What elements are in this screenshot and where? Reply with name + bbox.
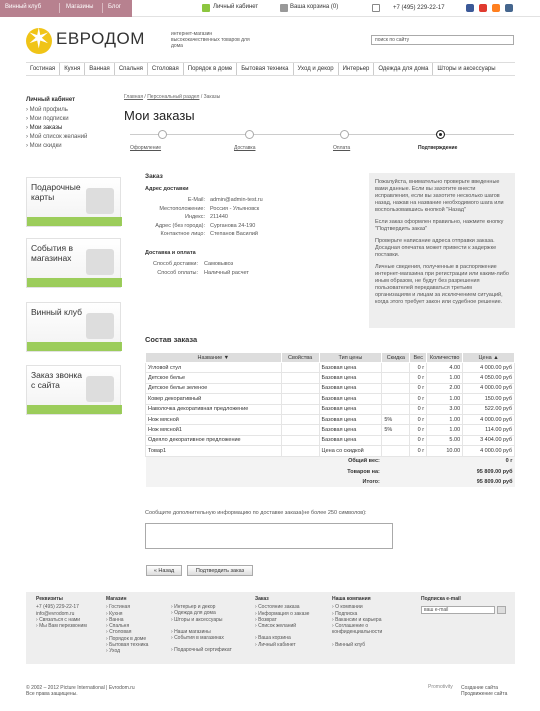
address-heading: Адрес доставки: [145, 186, 189, 192]
footer-link[interactable]: › Гостиная: [106, 604, 148, 610]
sidebar-item-discounts[interactable]: › Мои скидки: [26, 142, 87, 151]
footer-link[interactable]: › Состояние заказа: [255, 604, 309, 610]
table-cell: 10.00: [427, 446, 463, 456]
logo-tagline: интернет-магазин высококачественных товаров для дома: [171, 31, 250, 49]
info-panel: [369, 173, 515, 328]
step-dot-checkout[interactable]: [158, 130, 167, 139]
table-cell: 4 000.00 руб: [463, 446, 515, 456]
table-row: [146, 435, 515, 445]
divider: [59, 3, 60, 13]
banner-callback[interactable]: [26, 365, 121, 415]
banner-wine-club[interactable]: [26, 302, 121, 352]
column-header-price[interactable]: Цена ▲: [463, 353, 515, 363]
user-icon: [202, 4, 210, 12]
footer-link[interactable]: › Винный клуб: [332, 642, 408, 648]
star-icon: ✶: [27, 23, 51, 54]
developer-link[interactable]: Создание сайта: [461, 685, 499, 691]
field-label: Контактное лицо:: [160, 231, 205, 237]
footer-heading: Заказ: [255, 596, 269, 602]
facebook-icon[interactable]: [466, 4, 474, 12]
banner-title: События в магазинах: [31, 243, 73, 263]
step-delivery[interactable]: Доставка: [234, 145, 256, 151]
product-name: Наволочка декоративная предложение: [146, 404, 282, 414]
step-dot-confirm: [436, 130, 445, 139]
table-cell: [382, 373, 410, 383]
table-cell: 4 000.00 руб: [463, 363, 515, 373]
field-label: Адрес (без города):: [155, 222, 205, 229]
summary-row: [146, 456, 515, 466]
address-labels: [145, 196, 205, 239]
breadcrumb-current: Заказы: [203, 94, 221, 100]
nav-item[interactable]: Столовая: [148, 63, 184, 75]
footer-link[interactable]: › Подарочный сертификат: [171, 647, 232, 653]
table-cell: 4 050.00 руб: [463, 373, 515, 383]
divider: [102, 3, 103, 13]
delivery-values: [204, 260, 249, 277]
footer-col-contacts: [36, 596, 87, 629]
order-table: [145, 352, 515, 487]
table-cell: 4 000.00 руб: [463, 383, 515, 393]
summary-row: [146, 466, 515, 476]
footer-link[interactable]: › Бытовая техника: [106, 642, 148, 648]
footer-col-order: [255, 596, 309, 648]
delivery-labels: [145, 260, 198, 277]
field-label: Индекс:: [184, 214, 205, 220]
product-name: Товар1: [146, 446, 282, 456]
copyright-line: Все права защищены.: [26, 691, 78, 697]
sidebar-item-orders[interactable]: › Мои заказы: [26, 124, 87, 133]
table-cell: 150.00 руб: [463, 394, 515, 404]
column-header: Количество: [427, 353, 463, 363]
footer-link[interactable]: › События в магазинах: [171, 635, 232, 641]
step-confirm: Подтверждение: [418, 145, 458, 151]
nav-item[interactable]: Порядок в доме: [184, 63, 237, 75]
table-cell: [281, 425, 319, 435]
footer-link[interactable]: › Вакансии и карьера: [332, 617, 408, 623]
table-cell: 0 г: [410, 404, 427, 414]
table-cell: [382, 394, 410, 404]
nav-item[interactable]: Одежда для дома: [374, 63, 433, 75]
cart-icon: [86, 249, 114, 275]
summary-label: Итого:: [146, 477, 382, 487]
developer-logo[interactable]: Promotivity: [428, 684, 453, 690]
footer-link[interactable]: › Подписка: [332, 611, 408, 617]
summary-value: 0 г: [382, 456, 515, 466]
steps-track: [130, 134, 514, 135]
info-text: Пожалуйста, внимательно проверьте введенные вами данные. Если вы захотите внести исправления, если вы захотите несколько шагов назад, нажав на название необходимого шага или воспользовавшись кнопкой "Назад": [375, 179, 504, 213]
step-dot-payment[interactable]: [340, 130, 349, 139]
table-cell: 1.00: [427, 394, 463, 404]
table-cell: 4 000.00 руб: [463, 414, 515, 424]
step-dot-delivery[interactable]: [245, 130, 254, 139]
footer-link[interactable]: › Ванна: [106, 617, 148, 623]
newsletter-email-input[interactable]: ваш e-mail: [421, 606, 495, 614]
footer-email[interactable]: info@evrodom.ru: [36, 610, 75, 617]
footer-link[interactable]: › Соглашение о конфиденциальности: [332, 623, 408, 636]
back-button[interactable]: « Назад: [146, 565, 182, 576]
footer-link[interactable]: › Уход: [106, 648, 148, 654]
banner-stripe: [27, 342, 122, 351]
field-label: Местоположение:: [159, 205, 205, 212]
footer-heading: Реквизиты: [36, 596, 63, 602]
table-cell: [281, 435, 319, 445]
nav-item[interactable]: Интерьер: [339, 63, 375, 75]
gift-card-icon: [86, 188, 114, 214]
footer-link[interactable]: › Интерьер и декор: [171, 604, 232, 610]
main-nav: [26, 62, 515, 76]
order-heading: Заказ: [145, 173, 163, 180]
table-cell: 1.00: [427, 373, 463, 383]
table-cell: 1.00: [427, 414, 463, 424]
column-header-name[interactable]: Название ▼: [146, 353, 282, 363]
table-cell: [382, 446, 410, 456]
footer-link[interactable]: › Наши магазины: [171, 629, 232, 635]
footer-link[interactable]: › Возврат: [255, 617, 309, 623]
field-value: Наличный расчет: [204, 269, 249, 276]
table-cell: Цена со скидкой: [319, 446, 382, 456]
field-value: Самовывоз: [204, 261, 234, 267]
table-cell: 1.00: [427, 425, 463, 435]
phone-icon: [86, 376, 114, 402]
top-tabs: [0, 0, 132, 17]
sidebar-menu: [26, 106, 87, 151]
table-cell: 522.00 руб: [463, 404, 515, 414]
field-value: admin@admin-test.ru: [210, 197, 263, 203]
footer-link[interactable]: › Информация о заказе: [255, 611, 309, 617]
odnoklassniki-icon[interactable]: [492, 4, 500, 12]
field-label: Способ доставки:: [152, 261, 198, 267]
info-text: Личные сведения, полученные в распоряжение интернет-магазина при регистрации или каким-либо иным образом, не будут без разрешения пользователей передаваться третьим организациям и лицам за исключением ситуаций, когда этого требует закон или судебное решение.: [375, 264, 509, 305]
summary-value: 95 809.00 руб: [382, 477, 515, 487]
table-header-row: [146, 353, 515, 363]
table-cell: [382, 383, 410, 393]
table-cell: [281, 383, 319, 393]
table-cell: 0 г: [410, 394, 427, 404]
search-input[interactable]: поиск по сайту: [371, 35, 514, 45]
table-cell: [382, 435, 410, 445]
table-cell: 114.00 руб: [463, 425, 515, 435]
footer-link[interactable]: › Список желаний: [255, 623, 309, 629]
confirm-order-button[interactable]: Подтвердить заказ: [187, 565, 253, 576]
composition-heading: Состав заказа: [145, 335, 198, 344]
footer-link[interactable]: › Кухня: [106, 611, 148, 617]
footer-heading: Подписка e-mail: [421, 596, 461, 602]
table-cell: Базовая цена: [319, 373, 382, 383]
footer-heading: Магазин: [106, 596, 127, 602]
footer-link[interactable]: › Спальня: [106, 623, 148, 629]
developer-link[interactable]: Продвижение сайта: [461, 691, 508, 697]
summary-row: [146, 477, 515, 487]
banner-title: Винный клуб: [31, 307, 83, 317]
table-cell: [281, 414, 319, 424]
table-cell: Базовая цена: [319, 383, 382, 393]
table-cell: 0 г: [410, 414, 427, 424]
nav-item[interactable]: Гостиная: [26, 63, 60, 75]
footer-link[interactable]: › Ваша корзина: [255, 635, 309, 641]
breadcrumb: Главная / Персональный раздел / Заказы: [124, 94, 221, 100]
copyright: [26, 685, 135, 697]
developer-links: [461, 685, 507, 697]
footer-link[interactable]: › Связаться с нами: [36, 617, 87, 623]
tab-wine-club[interactable]: Винный клуб: [5, 4, 42, 10]
table-cell: 0 г: [410, 435, 427, 445]
banner-title: Заказ звонка с сайта: [31, 370, 83, 390]
banner-events[interactable]: [26, 238, 121, 288]
table-cell: 5%: [382, 425, 410, 435]
table-cell: Базовая цена: [319, 435, 382, 445]
banner-stripe: [27, 405, 122, 414]
table-cell: [382, 404, 410, 414]
table-cell: [281, 394, 319, 404]
table-cell: 4.00: [427, 363, 463, 373]
phone-number: +7 (495) 229-22-17: [393, 5, 445, 11]
table-cell: [382, 363, 410, 373]
table-cell: 5%: [382, 414, 410, 424]
sidebar-heading: Личный кабинет: [26, 97, 76, 103]
field-value: Степанов Василий: [210, 231, 258, 237]
logo-text[interactable]: ЕВРОДОМ: [56, 29, 145, 48]
table-row: [146, 404, 515, 414]
vk-icon[interactable]: [505, 4, 513, 12]
banner-gift-cards[interactable]: [26, 177, 121, 227]
banner-stripe: [27, 217, 122, 226]
youtube-icon[interactable]: [479, 4, 487, 12]
footer-col-newsletter: [421, 596, 461, 604]
step-payment[interactable]: Оплата: [333, 145, 351, 151]
field-value: Сурганова 24-190: [210, 222, 256, 229]
sidebar-item-profile[interactable]: › Мой профиль: [26, 106, 87, 115]
product-name: Детское белье: [146, 373, 282, 383]
table-cell: 3 404.00 руб: [463, 435, 515, 445]
footer: [26, 592, 515, 664]
nav-item[interactable]: Кухня: [60, 63, 85, 75]
footer-link[interactable]: › Мы Вам перезвоним: [36, 623, 87, 629]
account-link[interactable]: Личный кабинет: [213, 4, 259, 10]
table-cell: Базовая цена: [319, 425, 382, 435]
banner-stripe: [27, 278, 122, 287]
table-cell: Базовая цена: [319, 394, 382, 404]
footer-link[interactable]: › Одежда для дома: [171, 610, 232, 616]
table-row: [146, 425, 515, 435]
cart-icon: [280, 4, 288, 12]
table-cell: Базовая цена: [319, 404, 382, 414]
note-textarea[interactable]: [145, 523, 393, 549]
tab-blog[interactable]: Блог: [108, 4, 121, 10]
sidebar-item-subscriptions[interactable]: › Мои подписки: [26, 115, 87, 124]
table-cell: 5.00: [427, 435, 463, 445]
field-label: E-Mail:: [187, 197, 205, 203]
product-name: Одеяло декоративное предложение: [146, 435, 282, 445]
nav-item[interactable]: Уход и декор: [294, 63, 339, 75]
footer-phone: +7 (495) 229-22-17: [36, 604, 79, 611]
table-cell: 0 г: [410, 373, 427, 383]
table-row: [146, 373, 515, 383]
table-row: [146, 446, 515, 456]
phone-icon: [372, 4, 380, 12]
nav-item[interactable]: Шторы и аксессуары: [437, 66, 496, 72]
table-cell: [281, 446, 319, 456]
summary-value: 95 809.00 руб: [382, 466, 515, 476]
table-cell: 0 г: [410, 446, 427, 456]
summary-label: Общий вес:: [146, 456, 382, 466]
product-name: Угловой стул: [146, 363, 282, 373]
field-value: 211440: [210, 214, 228, 220]
column-header: Вес: [410, 353, 427, 363]
footer-heading: Наша компания: [332, 596, 371, 602]
footer-link[interactable]: › О компании: [332, 604, 408, 610]
column-header: Скидка: [382, 353, 410, 363]
step-checkout[interactable]: Оформление: [130, 145, 162, 151]
nav-item[interactable]: Ванная: [85, 63, 115, 75]
column-header: Тип цены: [319, 353, 382, 363]
newsletter-submit-button[interactable]: [497, 606, 506, 614]
column-header: Свойства: [281, 353, 319, 363]
product-name: Детское белье зеленое: [146, 383, 282, 393]
table-row: [146, 383, 515, 393]
table-cell: Базовая цена: [319, 414, 382, 424]
table-cell: Базовая цена: [319, 363, 382, 373]
footer-link[interactable]: › Столовая: [106, 629, 148, 635]
field-label: Способ оплаты:: [157, 269, 198, 276]
wine-glass-icon: [86, 313, 114, 339]
table-cell: [281, 373, 319, 383]
table-row: [146, 394, 515, 404]
nav-item[interactable]: Бытовая техника: [237, 63, 293, 75]
delivery-heading: Доставка и оплата: [145, 250, 196, 256]
footer-link[interactable]: › Порядок в доме: [106, 636, 148, 642]
table-cell: 3.00: [427, 404, 463, 414]
tab-shops[interactable]: Магазины: [66, 4, 94, 10]
address-values: [210, 196, 263, 239]
banner-title: Подарочные карты: [31, 182, 81, 202]
footer-col-company: [332, 596, 408, 648]
product-name: Нож мясной1: [146, 425, 282, 435]
table-cell: 0 г: [410, 363, 427, 373]
table-row: [146, 414, 515, 424]
footer-col-catalog: [171, 604, 232, 654]
table-cell: [281, 404, 319, 414]
product-name: Нож мясной: [146, 414, 282, 424]
sidebar-item-wishlist[interactable]: › Мой список желаний: [26, 133, 87, 142]
footer-link[interactable]: › Шторы и аксессуары: [171, 617, 232, 623]
footer-col-shop: [106, 596, 148, 655]
table-cell: 2.00: [427, 383, 463, 393]
copyright-line: © 2002 – 2012 Picture International | Evrodom.ru: [26, 685, 135, 691]
product-name: Ковер декоративный: [146, 394, 282, 404]
field-value: Россия - Ульяновск: [210, 205, 260, 212]
info-text: Проверьте написание адреса отправки заказа. Досадная опечатка может привести к задержке поставки.: [375, 238, 497, 258]
summary-label: Товаров на:: [146, 466, 382, 476]
table-row: [146, 363, 515, 373]
footer-link[interactable]: › Личный кабинет: [255, 642, 309, 648]
table-cell: 0 г: [410, 425, 427, 435]
table-cell: [281, 363, 319, 373]
table-cell: 0 г: [410, 383, 427, 393]
top-bar: [0, 0, 540, 17]
note-label: Сообщите дополнительную информацию по доставке заказа(не более 250 символов):: [145, 510, 367, 516]
page-title: Мои заказы: [124, 108, 195, 123]
breadcrumb-section[interactable]: Персональный раздел: [147, 94, 200, 100]
nav-item[interactable]: Спальня: [115, 63, 148, 75]
cart-link[interactable]: Ваша корзина (0): [290, 4, 339, 10]
breadcrumb-home[interactable]: Главная: [124, 94, 144, 100]
info-text: Если заказ оформлен правильно, нажмите кнопку "Подтвердить заказ": [375, 219, 504, 232]
